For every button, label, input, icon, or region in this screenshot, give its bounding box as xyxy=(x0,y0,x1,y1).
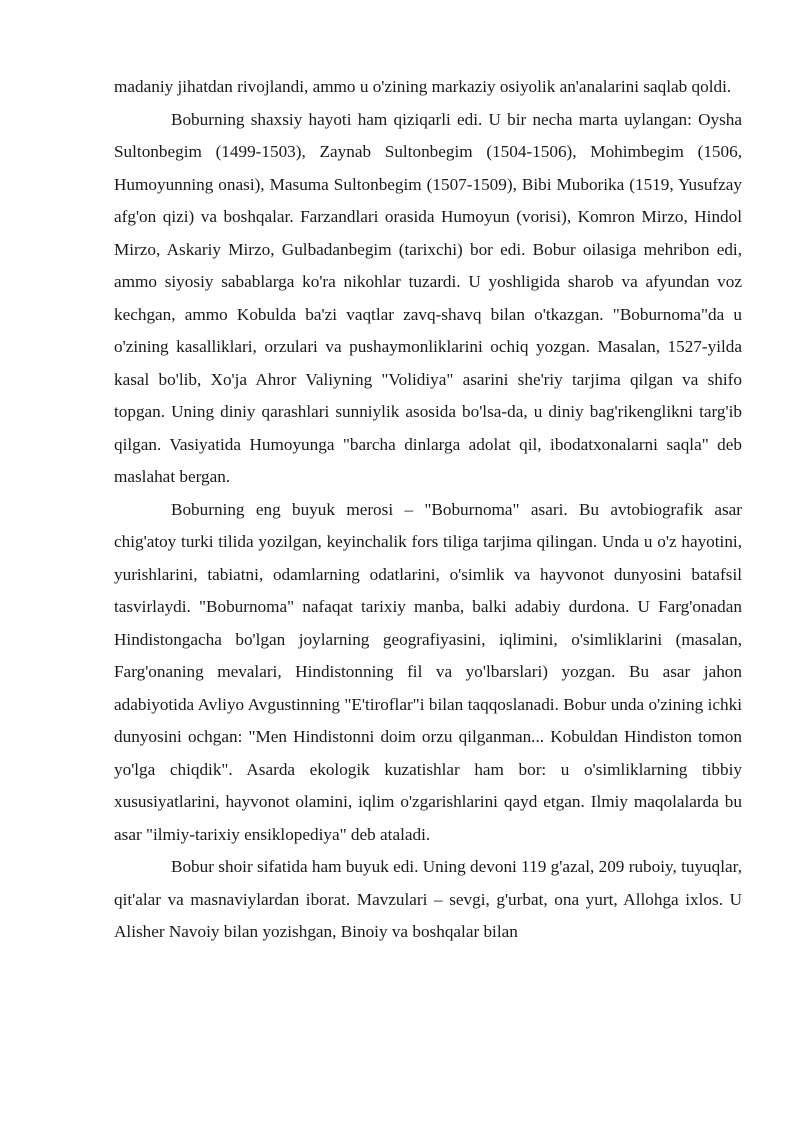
paragraph-personal-life: Boburning shaxsiy hayoti ham qiziqarli edi. U bir necha marta uylangan: Oysha Sultonbegim (1499-1503), Zaynab Sultonbegim (1504-1506), Mohimbegim (1506, Humoyunning onasi), Masuma Sultonbegim (1507-1509), Bibi Muborika (1519, Yusufzay afg'on qizi) va boshqalar. Farzandlari orasida Humoyun (vorisi), Komron Mirzo, Hindol Mirzo, Askariy Mirzo, Gulbadanbegim (tarixchi) bor edi. Bobur oilasiga mehribon edi, ammo siyosiy sabablarga ko'ra nikohlar tuzardi. U yoshligida sharob va afyundan voz kechgan, ammo Kobulda ba'zi vaqtlar zavq-shavq bilan o'tkazgan. "Boburnoma"da u o'zining kasalliklari, orzulari va pushaymonliklarini ochiq yozgan. Masalan, 1527-yilda kasal bo'lib, Xo'ja Ahror Valiyning "Volidiya" asarini she'riy tarjima qilgan va shifo topgan. Uning diniy qarashlari sunniylik asosida bo'lsa-da, u diniy bag'rikenglikni targ'ib qilgan. Vasiyatida Humoyunga "barcha dinlarga adolat qil, ibodatxonalarni saqla" deb maslahat bergan. xyxy=(114,109,742,486)
paragraph-boburnoma: Boburning eng buyuk merosi – "Boburnoma" asari. Bu avtobiografik asar chig'atoy turki tilida yozilgan, keyinchalik fors tiliga tarjima qilingan. Unda u o'z hayotini, yurishlarini, tabiatni, odamlarning odatlarini, o'simlik va hayvonot dunyosini batafsil tasvirlaydi. "Boburnoma" nafaqat tarixiy manba, balki adabiy durdona. U Farg'onadan Hindistongacha bo'lgan joylarning geografiyasini, iqlimini, o'simliklarini (masalan, Farg'onaning mevalari, Hindistonning fil va yo'lbarslari) yozgan. Bu asar jahon adabiyotida Avliyo Avgustinning "E'tiroflar"i bilan taqqoslanadi. Bobur unda o'zining ichki dunyosini ochgan: "Men Hindistonni doim orzu qilganman... Kobuldan Hindiston tomon yo'lga chiqdik". Asarda ekologik kuzatishlar ham bor: u o'simliklarning tibbiy xususiyatlarini, hayvonot olamini, iqlim o'zgarishlarini qayd etgan. Ilmiy maqolalarda bu asar "ilmiy-tarixiy ensiklopediya" deb ataladi. xyxy=(114,499,742,844)
paragraph-poet: Bobur shoir sifatida ham buyuk edi. Uning devoni 119 g'azal, 209 ruboiy, tuyuqlar, qit'alar va masnaviylardan iborat. Mavzulari – sevgi, g'urbat, ona yurt, Allohga ixlos. U Alisher Navoiy bilan yozishgan, Binoiy va boshqalar bilan xyxy=(114,857,742,941)
body-text xyxy=(114,71,742,949)
paragraph-continuation: madaniy jihatdan rivojlandi, ammo u o'zining markaziy osiyolik an'analarini saqlab qoldi. xyxy=(114,77,732,96)
